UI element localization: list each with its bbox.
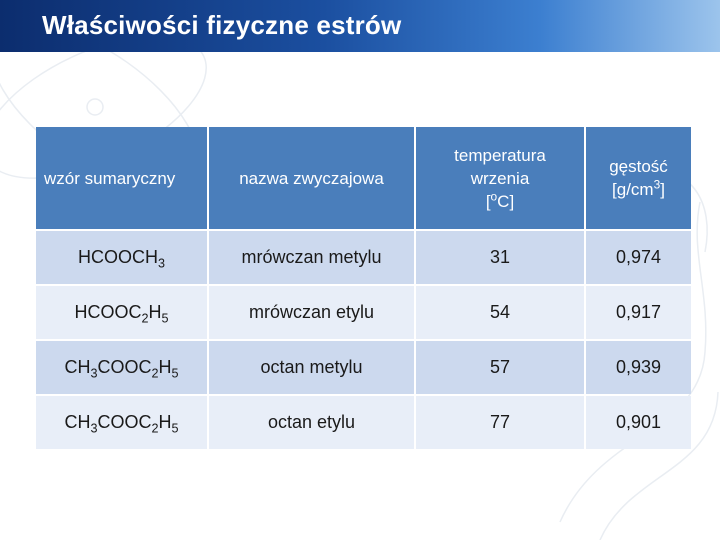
header-boiling-unit-rest: C] xyxy=(497,191,515,211)
header-density-unit-post: ] xyxy=(660,180,665,199)
table-row xyxy=(36,396,691,449)
title-bar xyxy=(0,0,720,52)
formula-part: H xyxy=(148,302,162,322)
table-row xyxy=(36,341,691,394)
formula-part: H xyxy=(158,357,172,377)
slide-title: Właściwości fizyczne estrów xyxy=(42,10,402,40)
formula-subscript: 5 xyxy=(171,421,179,436)
formula-cell xyxy=(36,341,207,394)
header-density-line1: gęstość xyxy=(609,157,668,176)
density-cell: 0,917 xyxy=(586,286,691,339)
formula-part: H xyxy=(158,412,172,432)
formula-subscript: 3 xyxy=(90,421,98,436)
formula-part: CH xyxy=(64,412,91,432)
formula-cell xyxy=(36,396,207,449)
formula-part: HCOOCH xyxy=(77,247,158,267)
boiling-cell: 77 xyxy=(416,396,584,449)
boiling-cell: 31 xyxy=(416,231,584,284)
density-cell: 0,974 xyxy=(586,231,691,284)
header-density-unit-pre: [g/cm xyxy=(612,180,654,199)
formula-subscript: 5 xyxy=(171,366,179,381)
formula-part: CH xyxy=(64,357,91,377)
esters-table-wrapper xyxy=(34,125,693,451)
header-boiling-unit-open: [ xyxy=(485,191,491,211)
formula-cell xyxy=(36,286,207,339)
esters-properties-table xyxy=(34,125,693,451)
formula-cell xyxy=(36,231,207,284)
formula-part: COOC xyxy=(97,412,152,432)
name-cell: octan etylu xyxy=(209,396,414,449)
boiling-cell: 57 xyxy=(416,341,584,394)
table-header-row xyxy=(36,127,691,229)
density-cell: 0,901 xyxy=(586,396,691,449)
formula-subscript: 2 xyxy=(141,311,149,326)
name-cell: mrówczan metylu xyxy=(209,231,414,284)
table-row xyxy=(36,286,691,339)
formula-subscript: 3 xyxy=(90,366,98,381)
header-density-unit-sup: 3 xyxy=(653,177,661,192)
header-density xyxy=(586,127,691,229)
formula-subscript: 2 xyxy=(151,366,159,381)
name-cell: octan metylu xyxy=(209,341,414,394)
formula-subscript: 2 xyxy=(151,421,159,436)
boiling-cell: 54 xyxy=(416,286,584,339)
header-boiling-point xyxy=(416,127,584,229)
header-boiling-line1: temperatura xyxy=(454,145,546,165)
header-formula: wzór sumaryczny xyxy=(36,127,207,229)
table-row xyxy=(36,231,691,284)
formula-subscript: 5 xyxy=(161,311,169,326)
header-boiling-line2: wrzenia xyxy=(470,168,530,188)
header-boiling-unit-degree: o xyxy=(490,188,498,203)
formula-subscript: 3 xyxy=(157,256,165,271)
name-cell: mrówczan etylu xyxy=(209,286,414,339)
formula-part: COOC xyxy=(97,357,152,377)
formula-part: HCOOC xyxy=(74,302,142,322)
header-common-name: nazwa zwyczajowa xyxy=(209,127,414,229)
density-cell: 0,939 xyxy=(586,341,691,394)
